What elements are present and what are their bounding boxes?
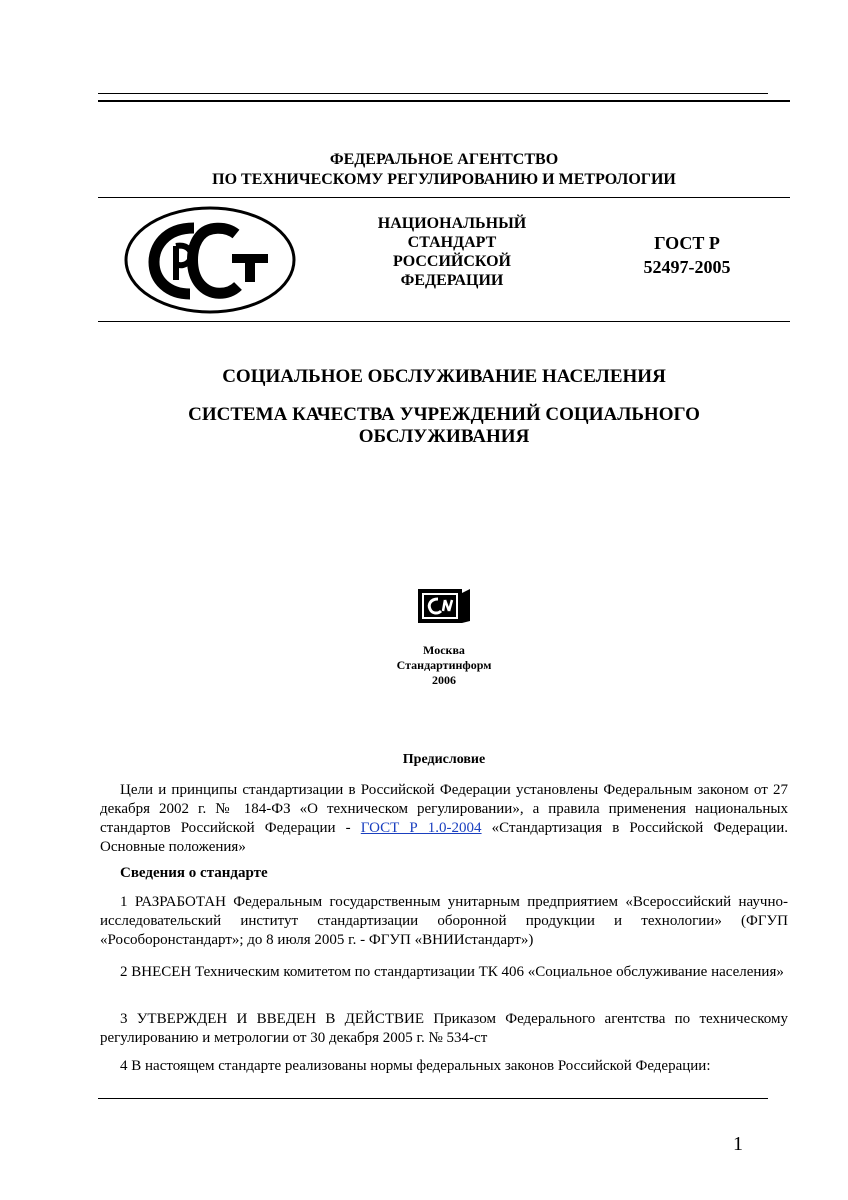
publisher-year: 2006 [432, 673, 456, 687]
document-title-2 [98, 404, 790, 448]
agency-line-1: ФЕДЕРАЛЬНОЕ АГЕНТСТВО [329, 151, 559, 168]
top-rule-thin [98, 93, 768, 94]
gost-r-1-0-2004-link[interactable]: ГОСТ Р 1.0-2004 [360, 820, 482, 836]
national-standard-line-4: ФЕДЕРАЦИИ [400, 272, 504, 289]
page-number: 1 [733, 1133, 743, 1155]
preface-heading: Предисловие [402, 752, 486, 767]
rst-emblem-icon [124, 206, 296, 314]
national-standard-line-3: РОССИЙСКОЙ [393, 253, 511, 270]
preface-text-2: «Стандартизация в Российской Федерации. Основные положения» [100, 820, 789, 855]
header-rule-top [98, 197, 790, 198]
document-title-1: СОЦИАЛЬНОЕ ОБСЛУЖИВАНИЕ НАСЕЛЕНИЯ [222, 366, 666, 387]
info-item-3: 3 УТВЕРЖДЕН И ВВЕДЕН В ДЕЙСТВИЕ Приказом Федерального агентства по техническому регулированию и метрологии от 30 декабря 2005 г. № 534-ст [100, 1011, 788, 1046]
national-standard-label [352, 214, 552, 290]
publisher-name: Стандартинформ [396, 658, 492, 672]
info-item-4: 4 В настоящем стандарте реализованы нормы федеральных законов Российской Федерации: [120, 1058, 711, 1074]
standartinform-icon [416, 587, 472, 627]
national-standard-line-2: СТАНДАРТ [407, 234, 497, 251]
agency-name [98, 150, 790, 190]
agency-line-2: ПО ТЕХНИЧЕСКОМУ РЕГУЛИРОВАНИЮ И МЕТРОЛОГИИ [212, 171, 676, 188]
preface-paragraph [100, 781, 788, 857]
info-item-2: 2 ВНЕСЕН Техническим комитетом по стандартизации ТК 406 «Социальное обслуживание населения» [120, 964, 784, 980]
document-title-2-line-1: СИСТЕМА КАЧЕСТВА УЧРЕЖДЕНИЙ СОЦИАЛЬНОГО [188, 404, 700, 425]
publisher-city: Москва [423, 643, 465, 657]
gost-designation [612, 231, 762, 279]
national-standard-line-1: НАЦИОНАЛЬНЫЙ [377, 215, 527, 232]
gost-line-2: 52497-2005 [643, 257, 731, 277]
publisher-block [98, 643, 790, 688]
top-rule-thick [98, 100, 790, 102]
footer-rule [98, 1098, 768, 1099]
info-item-1: 1 РАЗРАБОТАН Федеральным государственным унитарным предприятием «Всероссийский научно-исследовательский институт стандартизации оборонной продукции и технологии» (ФГУП «Рособоронстандарт»; до 8 июля 2005 г. - ФГУП «ВНИИстандарт») [100, 894, 788, 948]
standard-info-heading: Сведения о стандарте [120, 865, 268, 881]
gost-line-1: ГОСТ Р [654, 233, 720, 253]
document-title-2-line-2: ОБСЛУЖИВАНИЯ [358, 426, 530, 447]
preface-text-1: Цели и принципы стандартизации в Российской Федерации установлены Федеральным законом от 27 декабря 2002 г. № 184-ФЗ «О техническом регулировании», а правила применения национальных стандартов Российской Федерации - [100, 782, 788, 836]
header-rule-bottom [98, 321, 790, 322]
